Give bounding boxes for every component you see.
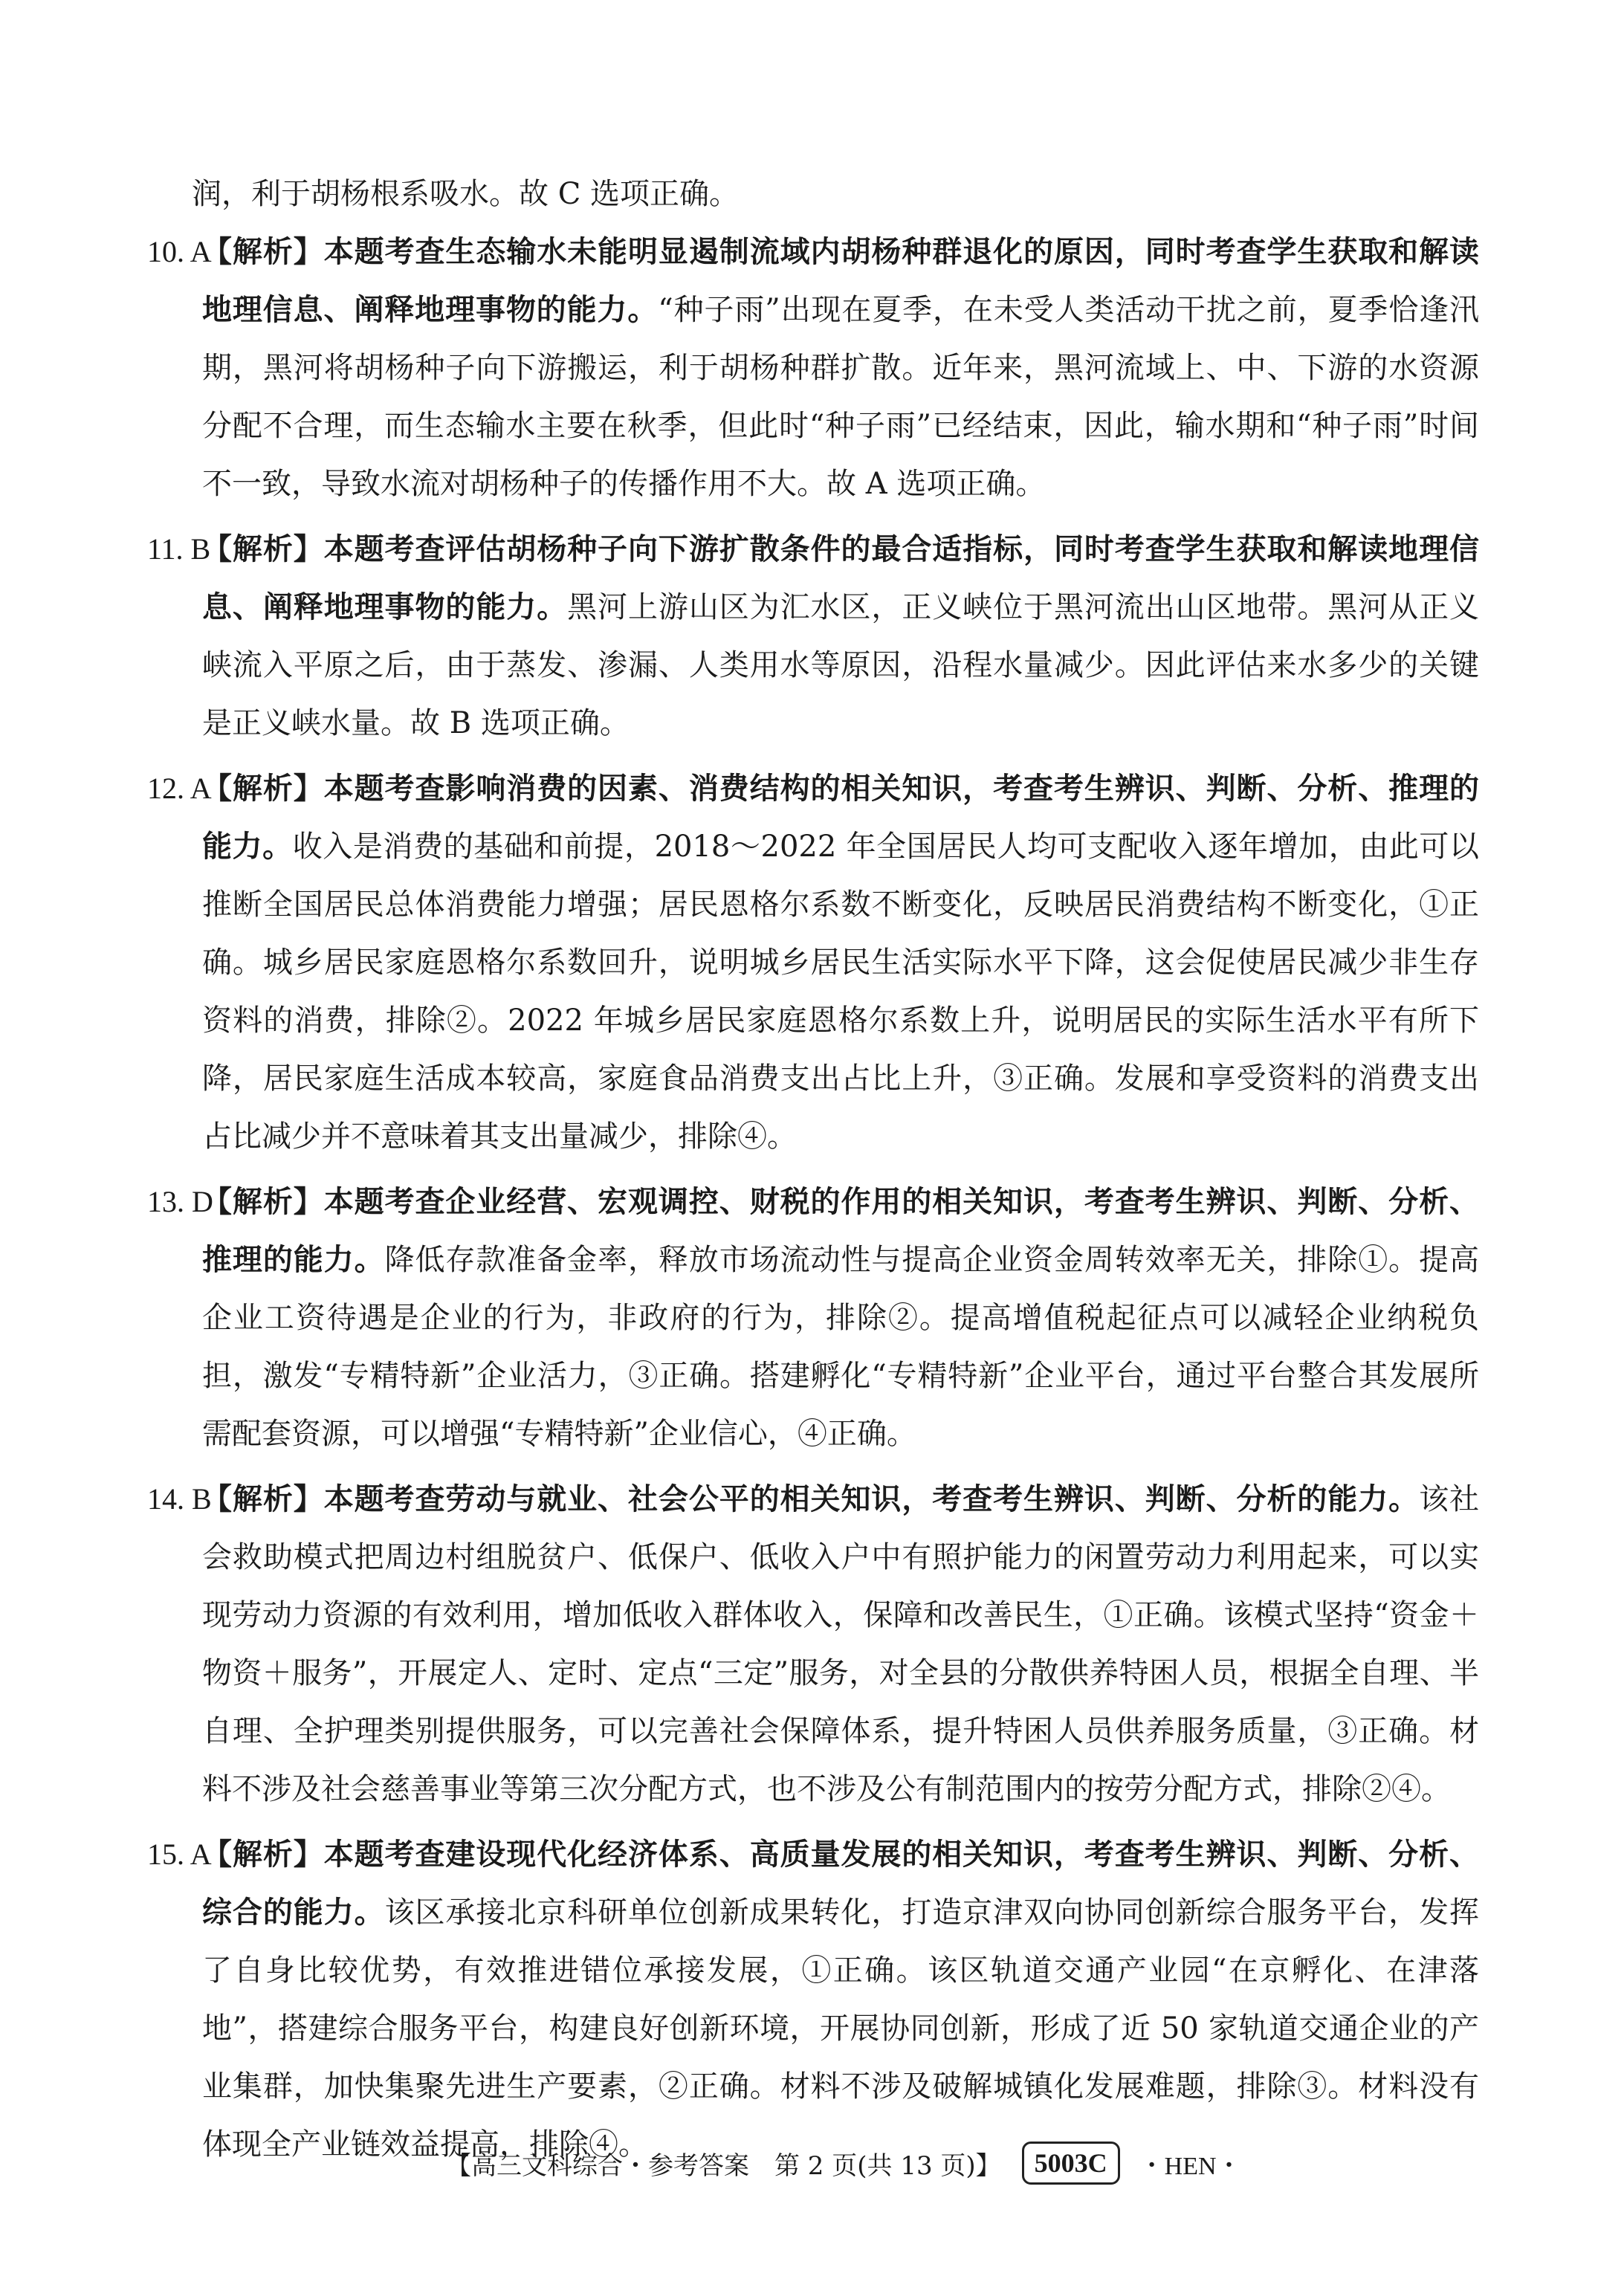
footer-title: 【高三文科综合・参考答案 第 2 页(共 13 页)】	[446, 2150, 1001, 2181]
answer-item-14	[0, 1470, 1479, 1818]
answer-item-11	[0, 520, 1479, 752]
answer-number: 11. B	[147, 532, 211, 566]
previous-item-continuation: 润，利于胡杨根系吸水。故 C 选项正确。	[192, 177, 740, 211]
analysis-body: 该社会救助模式把周边村组脱贫户、低保户、低收入户中有照护能力的闲置劳动力利用起来，可以实现劳动力资源的有效利用，增加低收入群体收入，保障和改善民生，①正确。该模式坚持“资金＋物资＋服务”，开展定人、定时、定点“三定”服务，对全县的分散供养特困人员，根据全自理、半自理、全护理类别提供服务，可以完善社会保障体系，提升特困人员供养服务质量，③正确。材料不涉及社会慈善事业等第三次分配方式，也不涉及公有制范围内的按劳分配方式，排除②④。	[202, 1482, 1480, 1806]
analysis-tag: 【解析】	[202, 1837, 324, 1872]
answer-item-12	[0, 760, 1479, 1166]
answer-item-13	[0, 1173, 1479, 1463]
answer-number: 15. A	[147, 1837, 212, 1871]
answer-number: 12. A	[147, 772, 212, 805]
answer-list	[0, 223, 1624, 2181]
page-footer	[446, 2141, 1486, 2185]
answer-number: 14. B	[147, 1482, 212, 1516]
answer-number: 10. A	[147, 235, 212, 268]
analysis-body: 该区承接北京科研单位创新成果转化，打造京津双向协同创新综合服务平台，发挥了自身比较优势，有效推进错位承接发展，①正确。该区轨道交通产业园“在京孵化、在津落地”，搭建综合服务平台，构建良好创新环境，开展协同创新，形成了近 50 家轨道交通企业的产业集群，加快集聚先进生产要素，②正确。材料不涉及破解城镇化发展难题，排除③。材料没有体现全产业链效益提高，排除④。	[202, 1895, 1480, 2162]
analysis-body: 黑河上游山区为汇水区，正义峡位于黑河流出山区地带。黑河从正义峡流入平原之后，由于蒸发、渗漏、人类用水等原因，沿程水量减少。因此评估来水多少的关键是正义峡水量。故 B 选项正确。	[202, 590, 1480, 740]
analysis-lead: 本题考查评估胡杨种子向下游扩散条件的最合适指标，同时考查学生获取和解读地理信息、阐释地理事物的能力。	[202, 532, 1480, 624]
analysis-tag: 【解析】	[202, 234, 324, 269]
analysis-tag: 【解析】	[202, 771, 324, 806]
answer-item-15	[0, 1826, 1479, 2173]
analysis-tag: 【解析】	[202, 1184, 324, 1219]
paper-code-badge: 5003C	[1022, 2142, 1120, 2185]
answer-number: 13. D	[147, 1185, 213, 1218]
analysis-body: 收入是消费的基础和前提，2018～2022 年全国居民人均可支配收入逐年增加，由此可以推断全国居民总体消费能力增强；居民恩格尔系数不断变化，反映居民消费结构不断变化，①正确。城乡居民家庭恩格尔系数回升，说明城乡居民生活实际水平下降，这会促使居民减少非生存资料的消费，排除②。2022 年城乡居民家庭恩格尔系数上升，说明居民的实际生活水平有所下降，居民家庭生活成本较高，家庭食品消费支出占比上升，③正确。发展和享受资料的消费支出占比减少并不意味着其支出量减少，排除④。	[202, 830, 1480, 1154]
analysis-body: “种子雨”出现在夏季，在未受人类活动干扰之前，夏季恰逢汛期，黑河将胡杨种子向下游搬运，利于胡杨种群扩散。近年来，黑河流域上、中、下游的水资源分配不合理，而生态输水主要在秋季，但此时“种子雨”已经结束，因此，输水期和“种子雨”时间不一致，导致水流对胡杨种子的传播作用不大。故 A 选项正确。	[202, 293, 1479, 501]
analysis-lead: 本题考查企业经营、宏观调控、财税的作用的相关知识，考查考生辨识、判断、分析、推理的能力。	[202, 1185, 1480, 1277]
analysis-lead: 本题考查建设现代化经济体系、高质量发展的相关知识，考查考生辨识、判断、分析、综合的能力。	[202, 1837, 1480, 1930]
analysis-lead: 本题考查生态输水未能明显遏制流域内胡杨种群退化的原因，同时考查学生获取和解读地理信息、阐释地理事物的能力。	[202, 235, 1480, 327]
analysis-tag: 【解析】	[202, 531, 324, 566]
analysis-tag: 【解析】	[202, 1481, 324, 1516]
analysis-lead: 本题考查影响消费的因素、消费结构的相关知识，考查考生辨识、判断、分析、推理的能力。	[202, 772, 1480, 864]
analysis-lead: 本题考查劳动与就业、社会公平的相关知识，考查考生辨识、判断、分析的能力。	[323, 1482, 1420, 1516]
answer-item-10	[0, 223, 1479, 513]
region-code: ・HEN・	[1139, 2152, 1242, 2180]
analysis-body: 降低存款准备金率，释放市场流动性与提高企业资金周转效率无关，排除①。提高企业工资待遇是企业的行为，非政府的行为，排除②。提高增值税起征点可以减轻企业纳税负担，激发“专精特新”企业活力，③正确。搭建孵化“专精特新”企业平台，通过平台整合其发展所需配套资源，可以增强“专精特新”企业信心，④正确。	[202, 1243, 1480, 1451]
